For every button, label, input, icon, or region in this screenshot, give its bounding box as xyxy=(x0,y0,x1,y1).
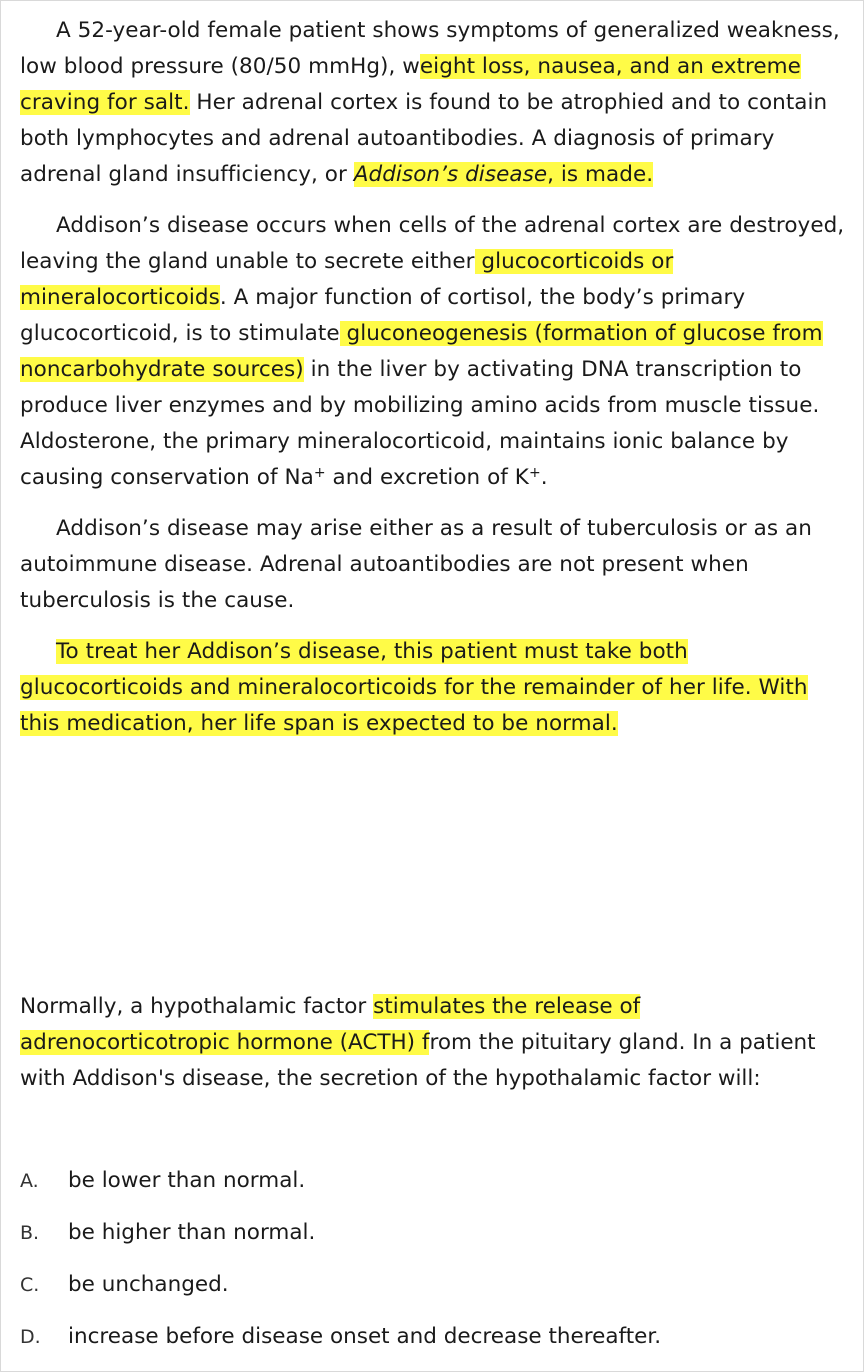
option-letter: B. xyxy=(20,1222,40,1244)
option-text: be unchanged. xyxy=(68,1272,229,1297)
passage-text: and excretion of K xyxy=(325,465,529,490)
answer-option-b[interactable] xyxy=(20,1215,850,1267)
superscript-plus: + xyxy=(528,465,541,481)
passage-text: in the liver by activating DNA transcription to produce liver enzymes and by mobilizing amino acids from muscle tissue. Aldosterone, the primary mineralocorticoid, maintains ionic balance by causing conservation of Na xyxy=(20,357,820,490)
passage-paragraph-4 xyxy=(20,634,850,742)
option-text: increase before disease onset and decrease thereafter. xyxy=(68,1324,662,1349)
passage-text: Addison’s disease occurs when cells of the adrenal cortex are destroyed, leaving the gland unable to secrete either xyxy=(20,213,845,274)
passage-paragraph-1 xyxy=(20,13,850,193)
highlighted-text[interactable]: , is made. xyxy=(547,162,654,187)
passage-text: A 52-year-old female patient shows symptoms of generalized weakness, low blood pressure (80/50 mmHg), w xyxy=(20,18,840,79)
question-text: Normally, a hypothalamic factor xyxy=(20,994,374,1019)
passage-paragraph-3 xyxy=(20,511,850,619)
passage-paragraph-2 xyxy=(20,208,850,496)
highlighted-text[interactable]: stimulates the release of adrenocorticotropic hormone (ACTH) f xyxy=(20,994,641,1055)
answer-options xyxy=(20,1163,850,1371)
passage-text: Her adrenal cortex is found to be atrophied and to contain both lymphocytes and adrenal autoantibodies. A diagnosis of primary adrenal gland insufficiency, or xyxy=(20,90,828,187)
option-text: be lower than normal. xyxy=(68,1168,306,1193)
highlighted-text[interactable]: gluconeogenesis (formation of glucose from noncarbohydrate sources) xyxy=(20,321,823,382)
option-letter: A. xyxy=(20,1170,39,1192)
highlighted-text[interactable]: glucocorticoids or mineralocorticoids xyxy=(20,249,674,310)
highlighted-text[interactable]: eight loss, nausea, and an extreme craving for salt. xyxy=(20,54,801,115)
passage-text: Addison’s disease may arise either as a result of tuberculosis or as an autoimmune disease. Adrenal autoantibodies are not present when tuberculosis is the cause. xyxy=(20,516,812,613)
passage-text: . xyxy=(540,465,548,490)
answer-option-d[interactable] xyxy=(20,1319,850,1371)
option-text: be higher than normal. xyxy=(68,1220,316,1245)
superscript-plus: + xyxy=(313,465,326,481)
highlighted-text[interactable]: To treat her Addison’s disease, this patient must take both glucocorticoids and mineralocorticoids for the remainder of her life. With this medication, her life span is expected to be normal. xyxy=(20,639,808,736)
highlighted-text[interactable]: Addison’s disease xyxy=(353,162,548,187)
passage-text: . A major function of cortisol, the body’s primary glucocorticoid, is to stimulate xyxy=(20,285,746,346)
answer-option-c[interactable] xyxy=(20,1267,850,1319)
question-stem xyxy=(20,989,850,1097)
option-letter: C. xyxy=(20,1274,40,1296)
option-letter: D. xyxy=(20,1326,41,1348)
question-text: rom the pituitary gland. In a patient with Addison's disease, the secretion of the hypothalamic factor will: xyxy=(20,1030,816,1091)
passage xyxy=(20,13,850,757)
answer-option-a[interactable] xyxy=(20,1163,850,1215)
